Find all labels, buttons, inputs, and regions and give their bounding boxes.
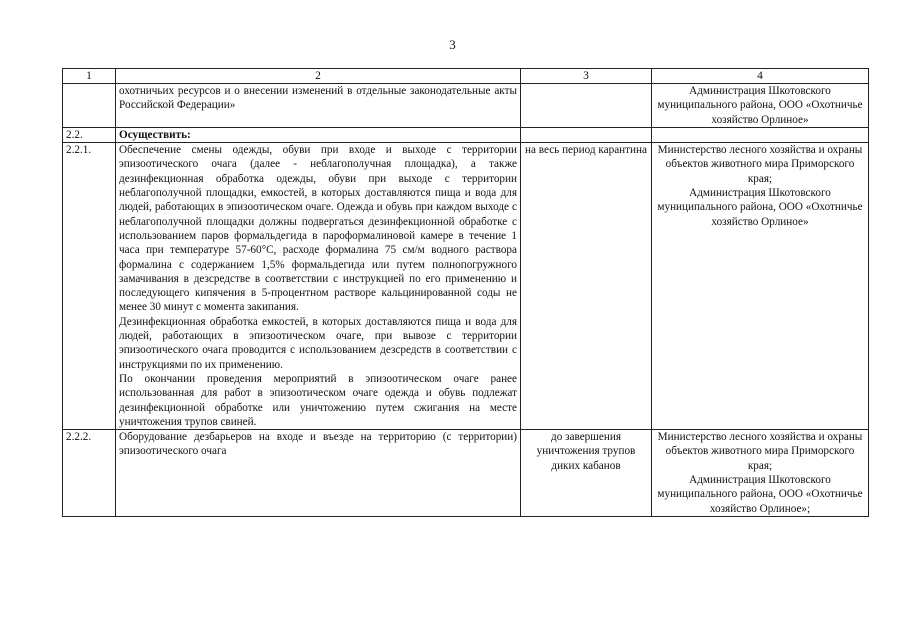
header-col-3: 3 [521, 69, 652, 84]
responsible-line: Министерство лесного хозяйства и охраны объектов животного мира Приморского края; [657, 431, 863, 472]
responsible-cell [652, 127, 869, 142]
event-cell: охотничьих ресурсов и о внесении изменений в отдельные законодательные акты Российской Федерации» [116, 84, 521, 128]
measures-table [62, 68, 869, 517]
table-row-2-2 [63, 127, 869, 142]
event-paragraph: Обеспечение смены одежды, обуви при входе и выходе с территории эпизоотического очага (далее - неблагополучная площадка), а также дезинфекционная обработка одежды, обуви при выходе с территории неблагополучной площадки, емкостей, в которых доставляются пища и вода для людей, работающих в эпизоотическом очаге. Одежда и обувь при каждом выходе с неблагополучной площадки должны подвергаться дезинфекционной обработке с использованием паров формальдегида в пароформалиновой камере в течение 1 часа при температуре 57-60°С, расходе формалина 75 см/м водного раствора формалина с содержанием 1,5% формальдегида или путем полнопогружного замачивания в дезсредстве в соответствии с инструкцией по его применению и последующего кипячения в 5-процентном растворе кальцинированной соды не менее 30 минут с момента закипания. [119, 144, 517, 314]
term-cell [521, 127, 652, 142]
event-paragraph: По окончании проведения мероприятий в эпизоотическом очаге ранее использованная для работ в эпизоотическом очаге одежда и обувь подлежат дезинфекционной обработке или уничтожению путем сжигания на месте уничтожения трупов свиней. [119, 372, 517, 428]
responsible-cell [652, 430, 869, 517]
page-number: 3 [449, 37, 456, 52]
row-number: 2.2. [63, 127, 116, 142]
event-cell [116, 143, 521, 430]
table-header-row [63, 69, 869, 84]
term-cell [521, 84, 652, 128]
responsible-line: Администрация Шкотовского муниципального района, ООО «Охотничье хозяйство Орлиное» [657, 187, 863, 228]
header-col-4: 4 [652, 69, 869, 84]
table-row-2-2-2 [63, 430, 869, 517]
responsible-line: Министерство лесного хозяйства и охраны объектов животного мира Приморского края; [657, 144, 863, 185]
row-number [63, 84, 116, 128]
table-row-2-2-1 [63, 143, 869, 430]
event-paragraph: Дезинфекционная обработка емкостей, в которых доставляются пища и вода для людей, работающих в эпизоотическом очаге, при вывозе с территории эпизоотического очага проводится с использованием дезсредств в соответствии с инструкциями по их применению. [119, 315, 517, 371]
event-cell: Оборудование дезбарьеров на входе и въезде на территорию (с территории) эпизоотического очага [116, 430, 521, 517]
section-heading: Осуществить: [116, 127, 521, 142]
header-col-1: 1 [63, 69, 116, 84]
row-number: 2.2.2. [63, 430, 116, 517]
header-col-2: 2 [116, 69, 521, 84]
row-number: 2.2.1. [63, 143, 116, 430]
term-cell: на весь период карантина [521, 143, 652, 430]
term-cell: до завершения уничтожения трупов диких кабанов [521, 430, 652, 517]
responsible-line: Администрация Шкотовского муниципального района, ООО «Охотничье хозяйство Орлиное»; [657, 474, 863, 515]
responsible-cell: Администрация Шкотовского муниципального района, ООО «Охотничье хозяйство Орлиное» [652, 84, 869, 128]
table-row-continuation [63, 84, 869, 128]
responsible-cell [652, 143, 869, 430]
